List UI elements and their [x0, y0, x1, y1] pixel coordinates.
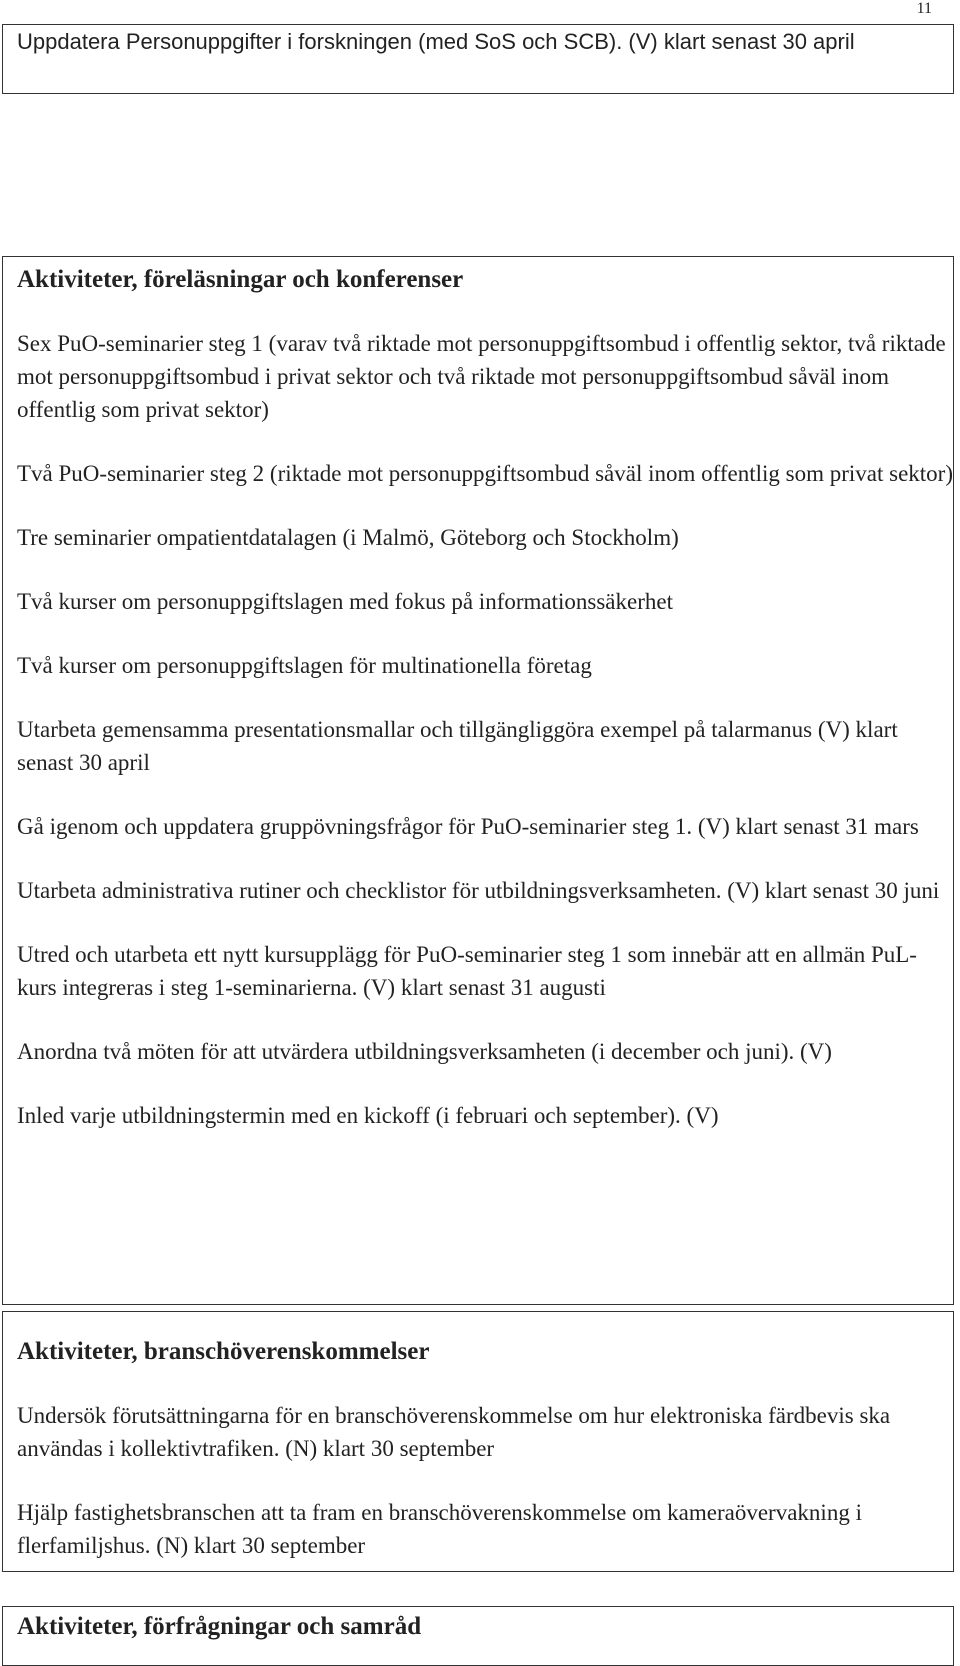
section-heading: Aktiviteter, branschöverenskommelser: [17, 1338, 430, 1365]
activity-item: Utarbeta gemensamma presentationsmallar och tillgängliggöra exempel på talarmanus (V) klart senast 30 april: [17, 717, 898, 775]
section-heading: Aktiviteter, föreläsningar och konferenser: [17, 266, 464, 293]
activity-item: Undersök förutsättningarna för en branschöverenskommelse om hur elektroniska färdbevis ska användas i kollektivtrafiken. (N) klart 30 september: [17, 1403, 891, 1461]
activity-box-research: [2, 24, 954, 94]
activity-item: Sex PuO-seminarier steg 1 (varav två riktade mot personuppgiftsombud i offentlig sektor, två riktade mot personuppgiftsombud i privat sektor och två riktade mot personuppgiftsombud såväl inom offentlig som privat sektor): [17, 331, 946, 422]
activity-item: Gå igenom och uppdatera gruppövningsfrågor för PuO-seminarier steg 1. (V) klart senast 31 mars: [17, 814, 919, 839]
activity-box-industry-agreements: [2, 1311, 954, 1572]
activity-item: Hjälp fastighetsbranschen att ta fram en branschöverenskommelse om kameraövervakning i flerfamiljshus. (N) klart 30 september: [17, 1500, 862, 1558]
activity-item: Anordna två möten för att utvärdera utbildningsverksamheten (i december och juni). (V): [17, 1039, 832, 1064]
activity-item: Två PuO-seminarier steg 2 (riktade mot personuppgiftsombud såväl inom offentlig som privat sektor): [17, 461, 954, 486]
activity-item: Uppdatera Personuppgifter i forskningen (med SoS och SCB). (V) klart senast 30 april: [17, 29, 855, 54]
activity-box-inquiries-consultations: [2, 1606, 954, 1666]
page-number: 11: [916, 0, 932, 17]
activity-item: Två kurser om personuppgiftslagen för multinationella företag: [17, 653, 592, 678]
section-heading: Aktiviteter, förfrågningar och samråd: [17, 1613, 422, 1640]
activity-item: Två kurser om personuppgiftslagen med fokus på informationssäkerhet: [17, 589, 673, 614]
activity-item: Tre seminarier ompatientdatalagen (i Malmö, Göteborg och Stockholm): [17, 525, 679, 550]
activity-item: Inled varje utbildningstermin med en kickoff (i februari och september). (V): [17, 1103, 719, 1128]
activity-item: Utarbeta administrativa rutiner och checklistor för utbildningsverksamheten. (V) klart senast 30 juni: [17, 878, 940, 903]
activity-box-lectures-conferences: [2, 256, 954, 1305]
activity-item: Utred och utarbeta ett nytt kursupplägg för PuO-seminarier steg 1 som innebär att en allmän PuL-kurs integreras i steg 1-seminarierna. (V) klart senast 31 augusti: [17, 942, 917, 1000]
